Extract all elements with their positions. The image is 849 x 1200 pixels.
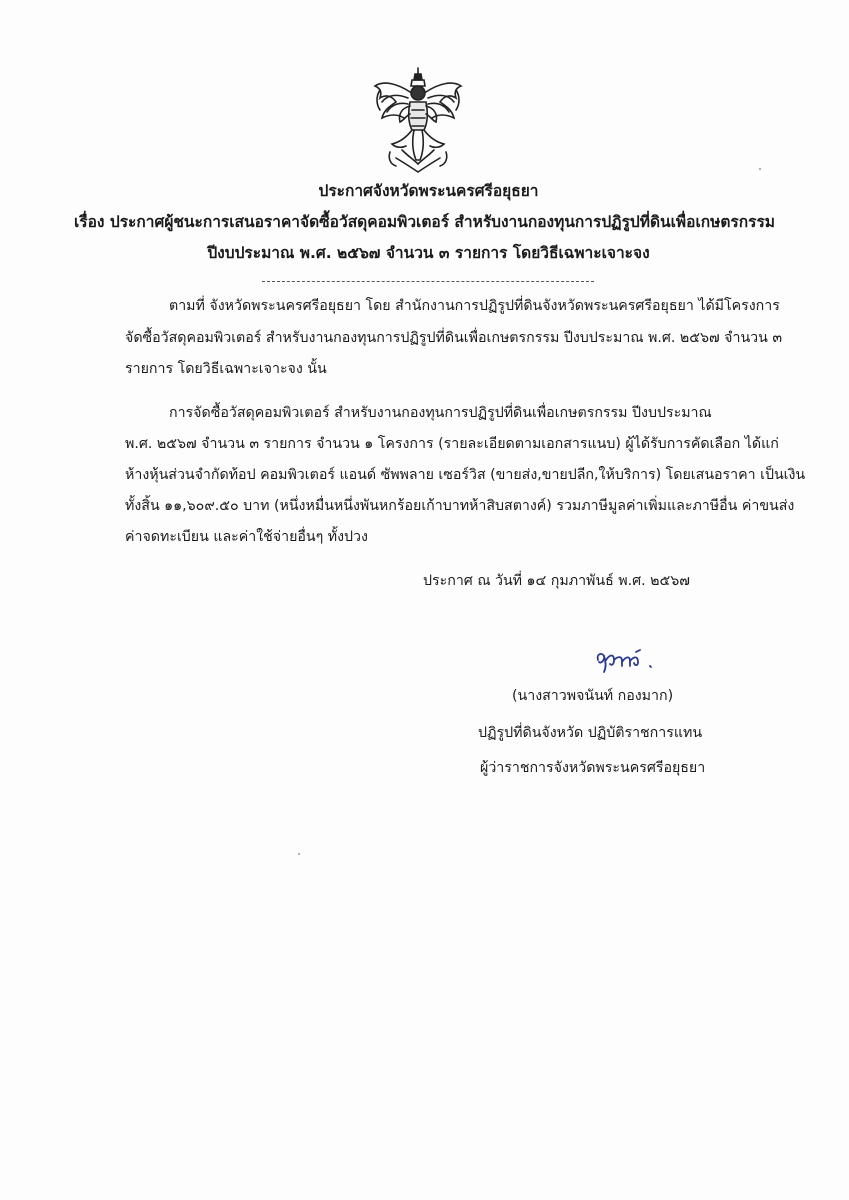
garuda-emblem-icon (372, 66, 464, 174)
title-divider (262, 281, 594, 282)
signatory-position: ผู้ว่าราชการจังหวัดพระนครศรีอยุธยา (480, 760, 706, 776)
paragraph1-line: จัดซื้อวัสดุคอมพิวเตอร์ สำหรับงานกองทุนการปฏิรูปที่ดินเพื่อเกษตรกรรม ปีงบประมาณ พ.ศ. ๒๕๖๗ จำนวน ๓ (125, 330, 783, 346)
scan-speck (298, 853, 300, 855)
signatory-name: (นางสาวพจนันท์ กองมาก) (512, 688, 674, 704)
document-title: ประกาศจังหวัดพระนครศรีอยุธยา (318, 182, 539, 200)
paragraph2-line: ห้างหุ้นส่วนจำกัดท้อป คอมพิวเตอร์ แอนด์ ซัพพลาย เซอร์วิส (ขายส่ง,ขายปลีก,ให้บริการ) โดยเสนอราคา เป็นเงิน (125, 467, 806, 483)
announce-date: ประกาศ ณ วันที่ ๑๔ กุมภาพันธ์ พ.ศ. ๒๕๖๗ (423, 573, 690, 589)
paragraph2-line: ค่าจดทะเบียน และค่าใช้จ่ายอื่นๆ ทั้งปวง (125, 529, 368, 545)
signatory-position: ปฏิรูปที่ดินจังหวัด ปฏิบัติราชการแทน (478, 725, 703, 741)
handwritten-signature (592, 646, 658, 676)
subject-line: เรื่อง ประกาศผู้ชนะการเสนอราคาจัดซื้อวัสดุคอมพิวเตอร์ สำหรับงานกองทุนการปฏิรูปที่ดินเพื่อเกษตรกรรม (74, 213, 775, 231)
subject-line-continued: ปีงบประมาณ พ.ศ. ๒๕๖๗ จำนวน ๓ รายการ โดยวิธีเฉพาะเจาะจง (207, 244, 650, 262)
paragraph1-line: รายการ โดยวิธีเฉพาะเจาะจง นั้น (125, 361, 327, 377)
paragraph2-line: ทั้งสิ้น ๑๑,๖๐๙.๕๐ บาท (หนึ่งหมื่นหนึ่งพันหกร้อยเก้าบาทห้าสิบสตางค์) รวมภาษีมูลค่าเพิ่มและภาษีอื่น ค่าขนส่ง (125, 498, 795, 514)
paragraph2-line: การจัดซื้อวัสดุคอมพิวเตอร์ สำหรับงานกองทุนการปฏิรูปที่ดินเพื่อเกษตรกรรม ปีงบประมาณ (169, 405, 712, 421)
paragraph1-line: ตามที่ จังหวัดพระนครศรีอยุธยา โดย สำนักงานการปฏิรูปที่ดินจังหวัดพระนครศรีอยุธยา ได้มีโครงการ (169, 298, 780, 314)
paragraph2-line: พ.ศ. ๒๕๖๗ จำนวน ๓ รายการ จำนวน ๑ โครงการ (รายละเอียดตามเอกสารแนบ) ผู้ได้รับการคัดเลือก ได้แก่ (125, 436, 779, 452)
scan-speck (759, 168, 761, 170)
